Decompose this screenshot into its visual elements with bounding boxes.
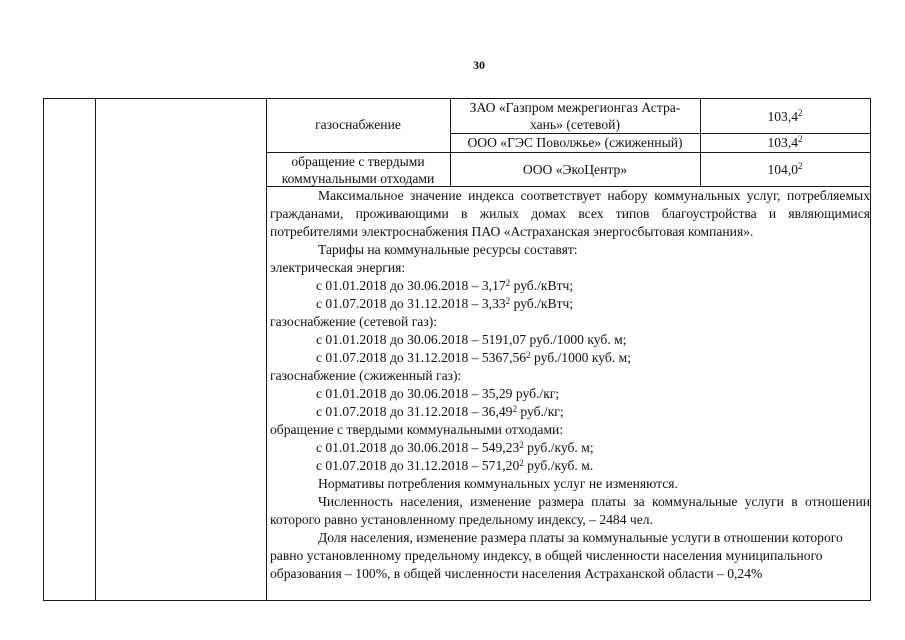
electric-tariff-1 bbox=[270, 277, 870, 295]
tariff-period: с 01.01.2018 до 30.06.2018 – 549,23 bbox=[316, 440, 520, 455]
tariff-unit: руб./1000 куб. м; bbox=[530, 350, 631, 365]
footnote-marker: 2 bbox=[519, 458, 524, 468]
gas-provider-2: ООО «ГЭС Поволжье» (сжиженный) bbox=[467, 135, 683, 150]
gas-liquid-tariff-1: с 01.01.2018 до 30.06.2018 – 35,29 руб./кг; bbox=[316, 386, 560, 401]
tariff-unit: руб./кг; bbox=[516, 404, 564, 419]
footnote-marker: 2 bbox=[519, 440, 524, 450]
tariff-unit: руб./куб. м. bbox=[523, 458, 594, 473]
gas-liquid-tariff-2 bbox=[270, 403, 870, 421]
tariffs-intro: Тарифы на коммунальные ресурсы составят: bbox=[318, 242, 578, 257]
population-share-statement: Доля населения, изменение размера платы за коммунальные услуги в отношении которого равно установленному предельному индексу, в общей численности населения муниципального образования – 100%, в общей численности населения Астраханской области – 0,24% bbox=[270, 530, 843, 581]
gas-net-tariff-2 bbox=[270, 349, 870, 367]
gas-supply-label: газоснабжение bbox=[315, 117, 401, 132]
tariff-description bbox=[270, 187, 870, 583]
footnote-marker: 2 bbox=[798, 161, 803, 171]
table-border-bottom bbox=[43, 600, 871, 601]
gas-net-label: газоснабжение (сетевой газ): bbox=[270, 314, 437, 329]
tariff-unit: руб./куб. м; bbox=[523, 440, 594, 455]
waste-label-line2: коммунальными отходами bbox=[281, 171, 435, 186]
footnote-marker: 2 bbox=[798, 134, 803, 144]
waste-value bbox=[700, 161, 870, 178]
gas-value-2 bbox=[700, 134, 870, 151]
gas-value-2-number: 103,4 bbox=[767, 135, 799, 150]
tariff-period: с 01.07.2018 до 31.12.2018 – 36,49 bbox=[316, 404, 513, 419]
gas-provider-1 bbox=[450, 99, 700, 133]
waste-tariff-1 bbox=[270, 439, 870, 457]
tariff-period: с 01.07.2018 до 31.12.2018 – 571,20 bbox=[316, 458, 520, 473]
waste-provider: ООО «ЭкоЦентр» bbox=[522, 162, 628, 177]
table-border-left bbox=[43, 98, 44, 601]
waste-tariff-2 bbox=[270, 457, 870, 475]
gas-value-1 bbox=[700, 108, 870, 125]
footnote-marker: 2 bbox=[505, 296, 511, 306]
gas-value-1-number: 103,4 bbox=[767, 109, 799, 124]
gas-provider-1-line1: ЗАО «Газпром межрегионгаз Астра- bbox=[469, 100, 681, 115]
waste-label-line1: обращение с твердыми bbox=[291, 154, 425, 169]
waste-value-number: 104,0 bbox=[767, 162, 799, 177]
tariff-period: с 01.07.2018 до 31.12.2018 – 3,33 bbox=[316, 296, 506, 311]
gas-provider-1-line2: хань» (сетевой) bbox=[530, 117, 620, 132]
tariff-period: с 01.01.2018 до 30.06.2018 – 3,17 bbox=[316, 278, 506, 293]
electric-label: электрическая энергия: bbox=[270, 260, 406, 275]
gas-liquid-label: газоснабжение (сжиженный газ): bbox=[270, 368, 462, 383]
tariff-period: с 01.07.2018 до 31.12.2018 – 5367,56 bbox=[316, 350, 527, 365]
tariff-unit: руб./кВтч; bbox=[510, 278, 574, 293]
footnote-marker: 2 bbox=[526, 350, 531, 360]
footnote-marker: 2 bbox=[505, 278, 511, 288]
norms-statement: Нормативы потребления коммунальных услуг не изменяются. bbox=[318, 476, 678, 491]
population-statement: Численность населения, изменение размера платы за коммунальные услуги в отношении которого равно установленному предельному индексу, – 2484 чел. bbox=[270, 494, 870, 527]
waste-tariff-label: обращение с твердыми коммунальными отходами: bbox=[270, 422, 564, 437]
page-number: 30 bbox=[473, 58, 485, 72]
gas-net-tariff-1: с 01.01.2018 до 30.06.2018 – 5191,07 руб./1000 куб. м; bbox=[316, 332, 627, 347]
table-column-divider bbox=[95, 98, 96, 601]
electric-tariff-2 bbox=[270, 295, 870, 313]
table-border-right bbox=[870, 98, 871, 601]
footnote-marker: 2 bbox=[798, 108, 803, 118]
paragraph-max-index: Максимальное значение индекса соответствует набору коммунальных услуг, потребляемых гражданами, проживающими в жилых домах всех типов благоустройства и являющимися потребителями электроснабжения ПАО «Астраханская энергосбытовая компания». bbox=[270, 188, 870, 239]
tariff-unit: руб./кВтч; bbox=[510, 296, 574, 311]
waste-label bbox=[266, 153, 450, 187]
footnote-marker: 2 bbox=[512, 404, 517, 414]
